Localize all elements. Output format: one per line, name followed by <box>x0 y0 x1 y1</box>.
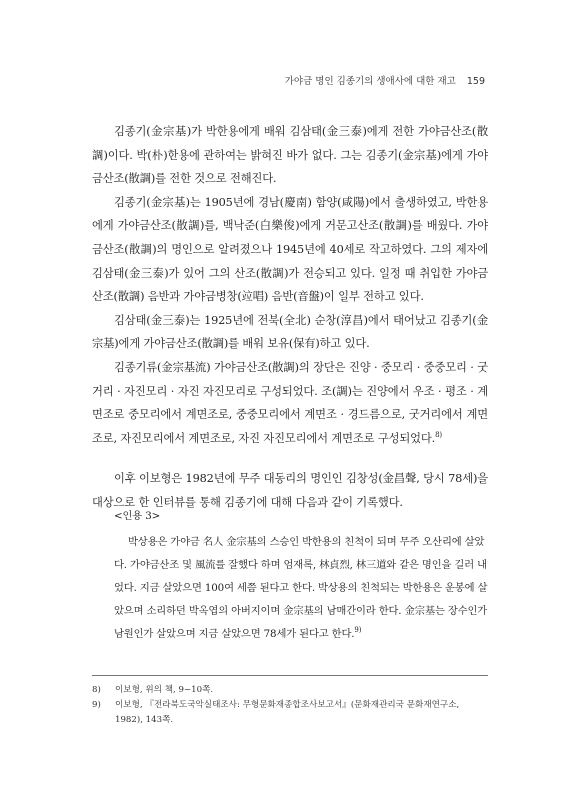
paragraph: 김삼태(金三泰)는 1925년에 전북(全北) 순창(淳昌)에서 태어났고 김종기(金宗基)에게 가야금산조(散調)를 배워 보유(保有)하고 있다. <box>92 313 488 351</box>
paragraph: 김종기(金宗基)가 박한용에게 배워 김삼태(金三泰)에게 전한 가야금산조(散調)이다. 박(朴)한용에 관하여는 밝혀진 바가 없다. 그는 김종기(金宗基)에게 가야금산조(散調)를 전한 것으로 전해진다. <box>92 125 488 186</box>
quote-paragraph <box>114 531 494 646</box>
footnote-8 <box>92 683 488 698</box>
footnote-text: 이보형, 『전라북도국악실태조사: 무형문화재종합조사보고서』(문화재관리국 문화재연구소, 1982), 143쪽. <box>115 700 460 725</box>
paragraph-text: 김종기류(金宗基流) 가야금산조(散調)의 장단은 진양 · 중모리 · 중중모리 · 굿거리 · 자진모리 · 자진 자진모리로 구성되었다. 조(調)는 진양에서 우조 · 평조 · 계면조로 중모리에서 계면조로, 중중모리에서 계면조 · 경드름으로, 굿거리에서 계면조로, 자진모리에서 계면조로, 자진 자진모리에서 계면조로 구성되었다. <box>92 360 488 445</box>
footnote-number: 8) <box>92 685 101 695</box>
quote-label: <인용 3> <box>114 510 161 522</box>
page-number: 159 <box>466 76 485 87</box>
footnote-ref-9[interactable]: 9) <box>354 626 362 634</box>
footnotes <box>92 683 488 728</box>
footnote-text: 이보형, 위의 책, 9~10쪽. <box>115 685 214 695</box>
paragraph: 이후 이보형은 1982년에 무주 대동리의 명인인 김창성(金昌聲, 당시 78세)을 대상으로 한 인터뷰를 통해 김종기에 대해 다음과 같이 기록했다. <box>92 472 488 509</box>
footnote-ref-8[interactable]: 8) <box>435 430 442 439</box>
footnote-9 <box>92 698 488 728</box>
quote-block <box>114 505 494 646</box>
paragraph: 김종기(金宗基)는 1905년에 경남(慶南) 함양(咸陽)에서 출생하였고, 박한용에게 가야금산조(散調)를, 백낙준(白樂俊)에게 거문고산조(散調)를 배웠다. 가야금산조(散調)의 명인으로 알려졌으나 1945년에 40세로 작고하였다. 그의 제자에 김삼태(金三泰)가 있어 그의 산조(散調)가 전승되고 있다. 일정 때 취입한 가야금산조(散調) 음반과 가야금병창(竝唱) 음반(音盤)이 일부 전하고 있다. <box>92 195 488 304</box>
running-header <box>92 73 485 87</box>
body-text <box>92 120 488 515</box>
running-title: 가야금 명인 김종기의 생애사에 대한 재고 <box>284 76 456 87</box>
footnote-number: 9) <box>92 700 101 710</box>
paragraph <box>92 356 488 450</box>
footnote-divider <box>92 675 488 676</box>
quote-text: 박상용은 가야금 名人 金宗基의 스승인 박한용의 친척이 되며 무주 오산리에 살았다. 가야금산조 및 風流를 잘했다 하며 엄재록, 林貞烈, 林三道와 같은 명인을 길러 내었다. 지금 살았으면 100여 세쯤 된다고 한다. 박상용의 친척되는 박한용은 운봉에 살았으며 소리하던 박옥엽의 아버지이며 金宗基의 남매간이라 한다. 金宗基는 장수인가 남원인가 살았으며 지금 살았으면 78세가 된다고 한다. <box>114 536 488 640</box>
